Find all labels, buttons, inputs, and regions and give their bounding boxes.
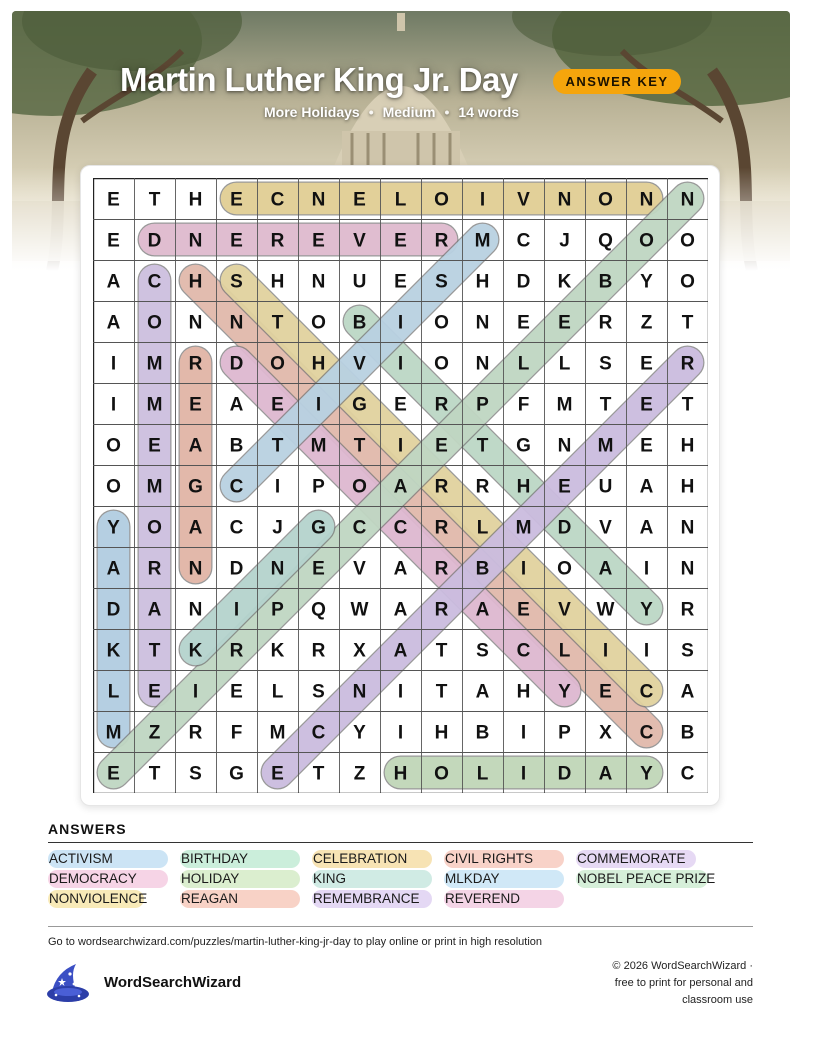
grid-letter[interactable]: A	[639, 476, 654, 498]
grid-letter[interactable]: O	[434, 312, 449, 334]
grid-letter[interactable]: T	[681, 394, 694, 416]
grid-letter[interactable]: D	[229, 558, 244, 580]
grid-letter[interactable]: D	[557, 763, 572, 785]
grid-letter[interactable]: V	[558, 599, 571, 621]
grid-letter[interactable]: N	[680, 189, 695, 211]
grid-letter[interactable]: G	[352, 394, 367, 416]
grid-letter[interactable]: E	[599, 681, 612, 703]
grid-letter[interactable]: A	[188, 517, 203, 539]
grid-letter[interactable]: H	[516, 681, 531, 703]
grid-letter[interactable]: C	[352, 517, 367, 539]
word-count: 14 words	[458, 104, 520, 120]
grid-letter[interactable]: C	[516, 640, 531, 662]
grid-letter[interactable]: I	[397, 353, 404, 375]
answer-word: BIRTHDAY	[180, 850, 300, 868]
grid-letter[interactable]: I	[397, 681, 404, 703]
grid-letter[interactable]: C	[680, 763, 695, 785]
grid-letter[interactable]: N	[188, 558, 203, 580]
grid-letter[interactable]: S	[189, 763, 202, 785]
grid-letter[interactable]: S	[476, 640, 489, 662]
grid-letter[interactable]: R	[680, 599, 695, 621]
grid-letter[interactable]: N	[270, 558, 285, 580]
grid-letter[interactable]: I	[643, 558, 650, 580]
grid-letter[interactable]: A	[598, 558, 613, 580]
grid-letter[interactable]: E	[230, 681, 243, 703]
grid-letter[interactable]: E	[107, 230, 120, 252]
grid-letter[interactable]: K	[270, 640, 285, 662]
word-search-grid	[93, 178, 708, 793]
grid-letter[interactable]: T	[148, 640, 161, 662]
answer-word-list	[48, 850, 768, 914]
grid-letter[interactable]: L	[394, 189, 407, 211]
grid-letter[interactable]: A	[475, 599, 490, 621]
grid-letter[interactable]: D	[516, 271, 531, 293]
grid-letter[interactable]: M	[146, 394, 163, 416]
grid-letter[interactable]: O	[311, 312, 326, 334]
grid-letter[interactable]: Y	[640, 599, 653, 621]
grid-letter[interactable]: V	[353, 558, 366, 580]
grid-letter[interactable]: L	[517, 353, 530, 375]
grid-letter[interactable]: C	[229, 476, 244, 498]
grid-letter[interactable]: M	[597, 435, 614, 457]
grid-letter[interactable]: M	[146, 476, 163, 498]
grid-letter[interactable]: U	[598, 476, 613, 498]
grid-letter[interactable]: N	[680, 558, 695, 580]
grid-letter[interactable]: A	[639, 517, 654, 539]
grid-letter[interactable]: R	[434, 230, 449, 252]
difficulty-label: Medium	[382, 104, 436, 120]
grid-letter[interactable]: T	[681, 312, 694, 334]
grid-letter[interactable]: H	[475, 271, 490, 293]
grid-letter[interactable]: P	[476, 394, 489, 416]
grid-letter[interactable]: M	[556, 394, 573, 416]
grid-letter[interactable]: P	[558, 722, 571, 744]
grid-letter[interactable]: O	[434, 763, 449, 785]
grid-letter[interactable]: A	[598, 763, 613, 785]
answer-word: REVEREND	[444, 890, 564, 908]
grid-letter[interactable]: P	[312, 476, 325, 498]
grid-letter[interactable]: Y	[640, 271, 653, 293]
grid-letter[interactable]: M	[474, 230, 491, 252]
grid-letter[interactable]: E	[517, 312, 530, 334]
grid-letter[interactable]: E	[394, 394, 407, 416]
grid-letter[interactable]: M	[515, 517, 532, 539]
category-link[interactable]: More Holidays	[264, 104, 360, 120]
grid-letter[interactable]: E	[640, 394, 653, 416]
grid-letter[interactable]: G	[311, 517, 326, 539]
grid-letter[interactable]: V	[517, 189, 530, 211]
grid-letter[interactable]: Z	[353, 763, 366, 785]
grid-letter[interactable]: C	[639, 722, 654, 744]
grid-letter[interactable]: O	[639, 230, 654, 252]
grid-letter[interactable]: B	[229, 435, 244, 457]
grid-letter[interactable]: D	[106, 599, 121, 621]
grid-letter[interactable]: N	[639, 189, 654, 211]
grid-letter[interactable]: T	[271, 435, 284, 457]
grid-letter[interactable]: L	[558, 353, 571, 375]
grid-letter[interactable]: W	[350, 599, 369, 621]
grid-letter[interactable]: I	[110, 394, 117, 416]
grid-letter[interactable]: R	[229, 640, 244, 662]
grid-letter[interactable]: A	[106, 558, 121, 580]
grid-letter[interactable]: N	[557, 435, 572, 457]
grid-letter[interactable]: A	[188, 435, 203, 457]
grid-letter[interactable]: R	[434, 599, 449, 621]
grid-letter[interactable]: H	[680, 476, 695, 498]
grid-letter[interactable]: S	[681, 640, 694, 662]
grid-letter[interactable]: O	[270, 353, 285, 375]
grid-letter[interactable]: E	[107, 189, 120, 211]
grid-letter[interactable]: R	[434, 476, 449, 498]
grid-letter[interactable]: A	[393, 476, 408, 498]
grid-letter[interactable]: T	[148, 189, 161, 211]
grid-letter[interactable]: R	[188, 722, 203, 744]
grid-letter[interactable]: R	[475, 476, 490, 498]
grid-letter[interactable]: N	[311, 271, 326, 293]
grid-letter[interactable]: S	[230, 271, 243, 293]
grid-letter[interactable]: V	[599, 517, 612, 539]
grid-letter[interactable]: T	[148, 763, 161, 785]
answer-word: REAGAN	[180, 890, 300, 908]
grid-letter[interactable]: N	[311, 189, 326, 211]
grid-letter[interactable]: R	[598, 312, 613, 334]
answer-word: DEMOCRACY	[48, 870, 168, 888]
grid-letter[interactable]: G	[516, 435, 531, 457]
grid-letter[interactable]: E	[230, 230, 243, 252]
grid-letter[interactable]: B	[680, 722, 695, 744]
grid-letter[interactable]: T	[353, 435, 366, 457]
grid-letter[interactable]: J	[559, 230, 570, 252]
grid-letter[interactable]: M	[310, 435, 327, 457]
grid-letter[interactable]: O	[434, 353, 449, 375]
grid-letter[interactable]: M	[269, 722, 286, 744]
grid-letter[interactable]: A	[106, 271, 121, 293]
grid-letter[interactable]: R	[270, 230, 285, 252]
answer-word: REMEMBRANCE	[312, 890, 432, 908]
grid-letter[interactable]: N	[352, 681, 367, 703]
grid-letter[interactable]: E	[271, 394, 284, 416]
grid-letter[interactable]: I	[479, 189, 486, 211]
grid-letter[interactable]: C	[229, 517, 244, 539]
grid-letter[interactable]: C	[147, 271, 162, 293]
grid-letter[interactable]: E	[271, 763, 284, 785]
grid-letter[interactable]: O	[680, 271, 695, 293]
grid-letter[interactable]: H	[393, 763, 408, 785]
grid-letter[interactable]: I	[520, 763, 527, 785]
grid-letter[interactable]: G	[188, 476, 203, 498]
grid-letter[interactable]: U	[352, 271, 367, 293]
grid-letter[interactable]: M	[105, 722, 122, 744]
divider	[48, 926, 753, 927]
answer-key-badge: ANSWER KEY	[553, 69, 681, 94]
grid-letter[interactable]: I	[643, 640, 650, 662]
grid-letter[interactable]: Q	[598, 230, 613, 252]
grid-letter[interactable]: M	[146, 353, 163, 375]
grid-letter[interactable]: E	[517, 599, 530, 621]
answer-word: CELEBRATION	[312, 850, 432, 868]
grid-letter[interactable]: N	[557, 189, 572, 211]
grid-letter[interactable]: E	[312, 230, 325, 252]
grid-letter[interactable]: A	[475, 681, 490, 703]
grid-letter[interactable]: E	[312, 558, 325, 580]
grid-letter[interactable]: Y	[353, 722, 366, 744]
puzzle-meta	[264, 104, 519, 120]
grid-letter[interactable]: E	[640, 353, 653, 375]
grid-letter[interactable]: A	[229, 394, 244, 416]
answers-heading: ANSWERS	[48, 821, 127, 837]
grid-letter[interactable]: Q	[311, 599, 326, 621]
grid-letter[interactable]: K	[188, 640, 203, 662]
grid-letter[interactable]: I	[110, 353, 117, 375]
grid-letter[interactable]: I	[602, 640, 609, 662]
grid-letter[interactable]: A	[147, 599, 162, 621]
grid-letter[interactable]: O	[106, 435, 121, 457]
grid-letter[interactable]: T	[435, 681, 448, 703]
grid-letter[interactable]: F	[517, 394, 530, 416]
grid-letter[interactable]: H	[311, 353, 326, 375]
grid-letter[interactable]: H	[188, 189, 203, 211]
grid-letter[interactable]: N	[475, 353, 490, 375]
answer-word: HOLIDAY	[180, 870, 300, 888]
grid-letter[interactable]: S	[599, 353, 612, 375]
grid-letter[interactable]: T	[599, 394, 612, 416]
meta-separator: •	[368, 104, 374, 120]
grid-letter[interactable]: I	[397, 435, 404, 457]
grid-letter[interactable]: E	[435, 435, 448, 457]
answer-word: NONVIOLENCE	[49, 891, 148, 906]
grid-letter[interactable]: K	[106, 640, 121, 662]
word-highlight	[196, 281, 650, 732]
grid-letter[interactable]: T	[271, 312, 284, 334]
grid-letter[interactable]: E	[353, 189, 366, 211]
grid-letter[interactable]: I	[315, 394, 322, 416]
meta-separator: •	[444, 104, 450, 120]
grid-letter[interactable]: O	[434, 189, 449, 211]
grid-letter[interactable]: N	[229, 312, 244, 334]
grid-letter[interactable]: X	[599, 722, 612, 744]
page-title: Martin Luther King Jr. Day	[120, 61, 518, 98]
grid-letter[interactable]: H	[270, 271, 285, 293]
copyright-notice	[553, 958, 753, 1009]
answer-word: COMMEMORATE	[576, 850, 696, 868]
grid-letter[interactable]: R	[188, 353, 203, 375]
grid-letter[interactable]: N	[475, 312, 490, 334]
grid-letter[interactable]: P	[271, 599, 284, 621]
grid-letter[interactable]: Y	[640, 763, 653, 785]
grid-letter[interactable]: E	[394, 230, 407, 252]
grid-letter[interactable]: I	[192, 681, 199, 703]
grid-letter[interactable]: I	[520, 722, 527, 744]
grid-letter[interactable]: L	[476, 517, 489, 539]
grid-letter[interactable]: N	[680, 517, 695, 539]
grid-letter[interactable]: Z	[640, 312, 653, 334]
answer-word: MLKDAY	[444, 870, 564, 888]
grid-letter[interactable]: C	[516, 230, 531, 252]
grid-letter[interactable]: V	[353, 353, 366, 375]
grid-letter[interactable]: E	[230, 189, 243, 211]
grid-letter[interactable]: H	[434, 722, 449, 744]
grid-letter[interactable]: D	[147, 230, 162, 252]
grid-letter[interactable]: D	[557, 517, 572, 539]
grid-letter[interactable]: Y	[107, 517, 120, 539]
grid-letter[interactable]: X	[353, 640, 366, 662]
grid-letter[interactable]: L	[271, 681, 284, 703]
grid-letter[interactable]: I	[274, 476, 281, 498]
answer-word: CIVIL RIGHTS	[444, 850, 564, 868]
grid-letter[interactable]: A	[106, 312, 121, 334]
grid-letter[interactable]: F	[230, 722, 243, 744]
grid-letter[interactable]: O	[352, 476, 367, 498]
grid-letter[interactable]: E	[394, 271, 407, 293]
grid-letter[interactable]: E	[558, 476, 571, 498]
grid-letter[interactable]: G	[229, 763, 244, 785]
divider	[48, 842, 753, 843]
answer-word: ACTIVISM	[48, 850, 168, 868]
grid-letter[interactable]: E	[558, 312, 571, 334]
grid-letter[interactable]: O	[147, 517, 162, 539]
grid-letter[interactable]: E	[107, 763, 120, 785]
grid-letter[interactable]: I	[520, 558, 527, 580]
grid-letter[interactable]: R	[434, 558, 449, 580]
grid-letter[interactable]: O	[680, 230, 695, 252]
grid-letter[interactable]: W	[596, 599, 615, 621]
grid-letter[interactable]: I	[397, 722, 404, 744]
grid-letter[interactable]: D	[229, 353, 244, 375]
grid-letter[interactable]: R	[434, 517, 449, 539]
grid-letter[interactable]: T	[312, 763, 325, 785]
grid-letter[interactable]: E	[148, 681, 161, 703]
copyright-line: free to print for personal and	[614, 977, 753, 989]
grid-letter[interactable]: A	[393, 599, 408, 621]
grid-letter[interactable]: T	[476, 435, 489, 457]
play-online-link[interactable]: Go to wordsearchwizard.com/puzzles/martin-luther-king-jr-day to play online or print in high resolution	[48, 936, 542, 948]
copyright-line: © 2026 WordSearchWizard ·	[612, 960, 753, 972]
grid-letter[interactable]: H	[188, 271, 203, 293]
grid-letter[interactable]: I	[397, 312, 404, 334]
grid-letter[interactable]: I	[233, 599, 240, 621]
grid-letter[interactable]: E	[148, 435, 161, 457]
grid-letter[interactable]: N	[188, 312, 203, 334]
grid-letter[interactable]: B	[598, 271, 613, 293]
grid-letter[interactable]: H	[680, 435, 695, 457]
grid-letter[interactable]: C	[393, 517, 408, 539]
grid-letter[interactable]: E	[640, 435, 653, 457]
grid-letter[interactable]: B	[475, 722, 490, 744]
brand-name[interactable]: WordSearchWizard	[104, 974, 242, 991]
grid-letter[interactable]: K	[557, 271, 572, 293]
grid-letter[interactable]: C	[639, 681, 654, 703]
answer-word: NOBEL PEACE PRIZE	[577, 871, 716, 886]
grid-letter[interactable]: B	[475, 558, 490, 580]
grid-letter[interactable]: S	[312, 681, 325, 703]
grid-letter[interactable]: B	[352, 312, 367, 334]
grid-letter[interactable]: V	[353, 230, 366, 252]
grid-letter[interactable]: T	[435, 640, 448, 662]
wizard-hat-icon	[46, 962, 92, 1004]
grid-letter[interactable]: O	[106, 476, 121, 498]
grid-letter[interactable]: A	[680, 681, 695, 703]
grid-letter[interactable]: C	[270, 189, 285, 211]
grid-letter[interactable]: L	[476, 763, 489, 785]
grid-letter[interactable]: L	[558, 640, 571, 662]
grid-letter[interactable]: N	[188, 230, 203, 252]
grid-letter[interactable]: A	[393, 558, 408, 580]
grid-letter[interactable]: R	[680, 353, 695, 375]
grid-letter[interactable]: H	[516, 476, 531, 498]
grid-letter[interactable]: A	[393, 640, 408, 662]
grid-letter[interactable]: S	[435, 271, 448, 293]
grid-letter[interactable]: R	[434, 394, 449, 416]
grid-letter[interactable]: R	[147, 558, 162, 580]
grid-letter[interactable]: O	[557, 558, 572, 580]
grid-letter[interactable]: O	[147, 312, 162, 334]
grid-letter[interactable]: L	[107, 681, 120, 703]
grid-letter[interactable]: Y	[558, 681, 571, 703]
grid-letter[interactable]: C	[311, 722, 326, 744]
grid-letter[interactable]: J	[272, 517, 283, 539]
copyright-line: classroom use	[682, 994, 753, 1006]
grid-letter[interactable]: E	[189, 394, 202, 416]
grid-letter[interactable]: Z	[148, 722, 161, 744]
answer-word: KING	[312, 870, 432, 888]
grid-letter[interactable]: O	[598, 189, 613, 211]
grid-letter[interactable]: N	[188, 599, 203, 621]
grid-letter[interactable]: R	[311, 640, 326, 662]
